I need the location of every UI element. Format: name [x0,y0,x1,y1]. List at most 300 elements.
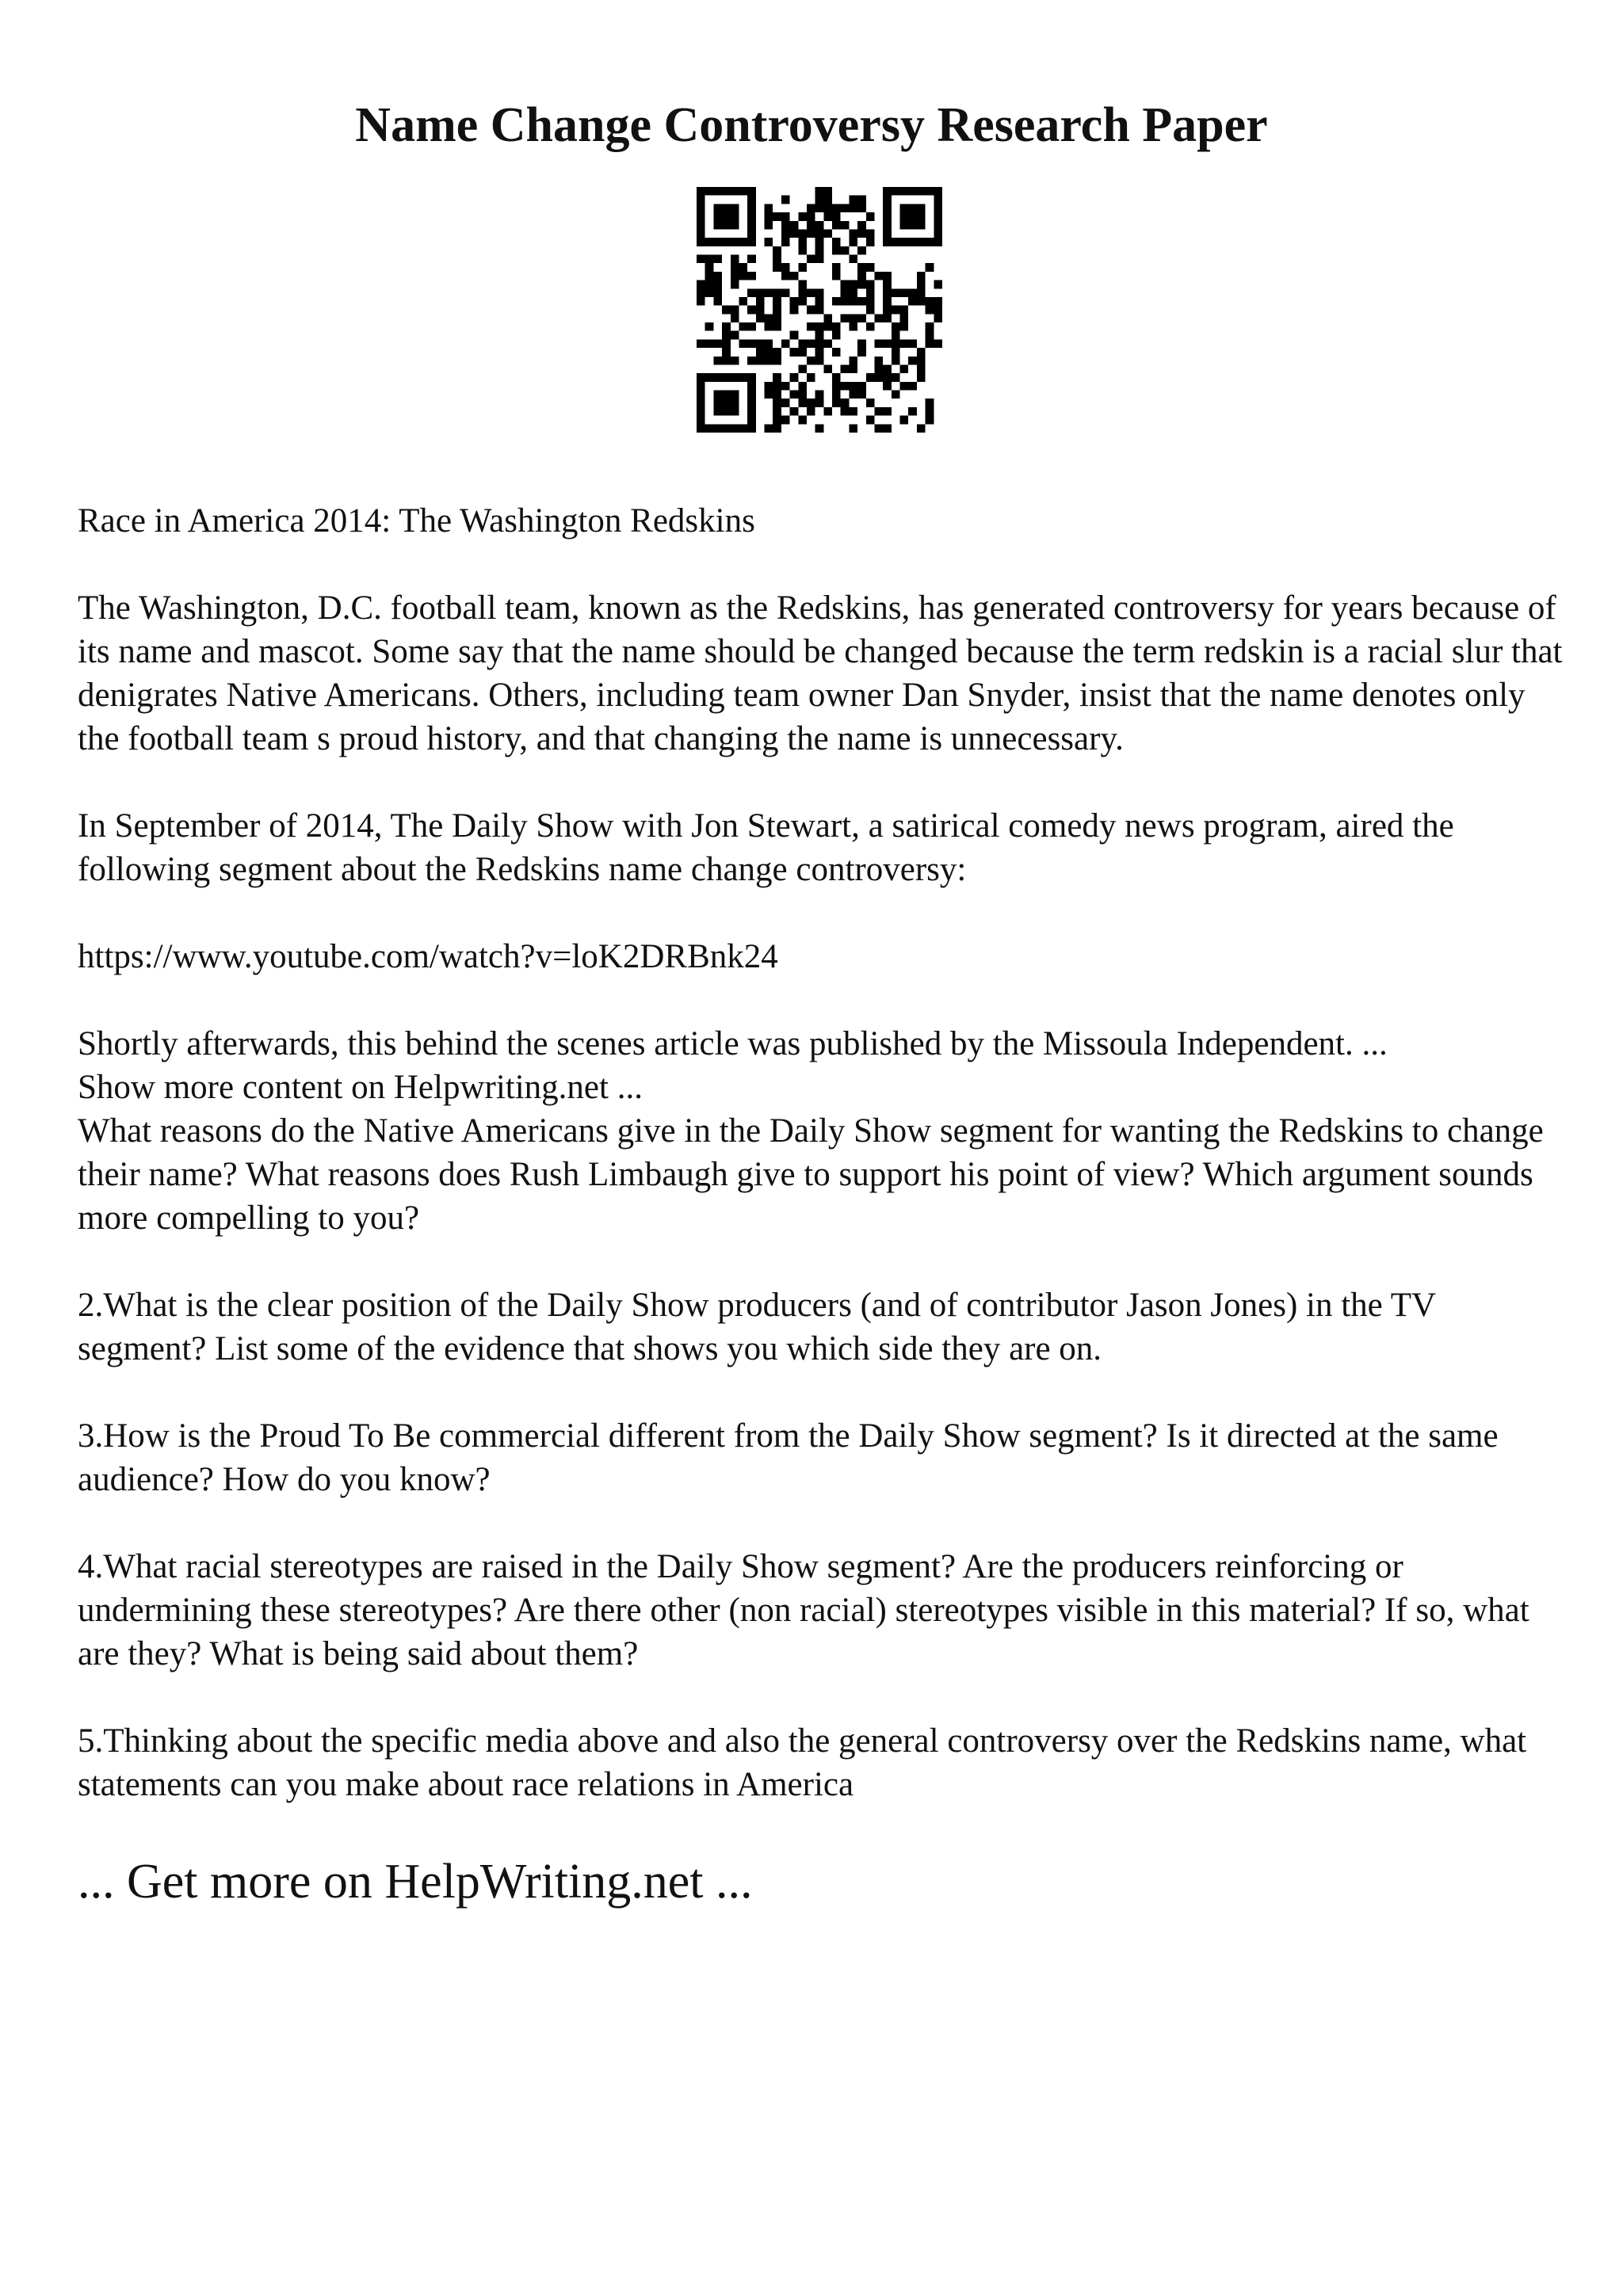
qr-module [705,263,714,272]
qr-module [900,238,909,246]
qr-module [722,357,731,365]
qr-module [857,314,866,322]
qr-module [765,288,773,297]
qr-module [773,424,781,433]
qr-module [892,187,900,196]
qr-module [731,221,739,230]
qr-module [722,221,731,230]
qr-module [765,391,773,399]
qr-module [697,204,705,212]
qr-module [798,364,807,373]
qr-module [731,391,739,399]
qr-module [934,187,942,196]
qr-module [883,364,892,373]
qr-module [892,331,900,340]
qr-module [866,212,875,221]
qr-module [926,263,934,272]
qr-module [765,382,773,391]
shortly-paragraph: Shortly afterwards, this behind the scenes article was published by the Missoula Independent. ... [78,1025,1388,1062]
qr-module [815,246,824,255]
qr-module [731,314,739,322]
qr-module [883,238,892,246]
qr-module [823,204,832,212]
qr-module [765,339,773,348]
qr-module [807,229,815,238]
qr-module [722,391,731,399]
qr-module [697,196,705,204]
qr-module [739,424,747,433]
qr-module [883,196,892,204]
qr-module [866,416,875,425]
subtitle-paragraph: Race in America 2014: The Washington Redskins [78,502,755,540]
qr-module [849,391,857,399]
qr-module [866,229,875,238]
qr-module [866,288,875,297]
qr-module [815,348,824,357]
qr-module [823,212,832,221]
qr-module [739,297,747,306]
qr-module [815,238,824,246]
qr-module [790,391,799,399]
qr-module [731,399,739,407]
qr-module [900,314,909,322]
qr-module [823,187,832,196]
qr-module [747,306,756,315]
qr-module [697,288,705,297]
qr-module [934,204,942,212]
qr-module [815,297,824,306]
qr-module [731,331,739,340]
qr-module [713,357,722,365]
qr-module [781,229,790,238]
qr-module [798,263,807,272]
qr-module [747,399,756,407]
qr-module [747,196,756,204]
qr-module [917,348,926,357]
qr-module [773,297,781,306]
page-title: Name Change Controversy Research Paper [355,98,1268,152]
qr-module [705,272,714,280]
qr-module [857,263,866,272]
qr-module [713,187,722,196]
qr-module [815,391,824,399]
qr-module [900,322,909,331]
qr-module [892,373,900,382]
qr-module [765,204,773,212]
qr-module [765,314,773,322]
qr-module [713,391,722,399]
qr-module [908,407,917,416]
qr-module [765,212,773,221]
qr-module [849,196,857,204]
qr-module [739,322,747,331]
qr-module [849,204,857,212]
qr-module [773,314,781,322]
qr-module [849,407,857,416]
qr-module [874,314,883,322]
qr-module [841,399,850,407]
qr-module [857,297,866,306]
qr-module [807,204,815,212]
qr-module [900,212,909,221]
qr-module [815,306,824,315]
qr-module [747,255,756,264]
qr-module [765,357,773,365]
qr-module [747,229,756,238]
qr-module [713,238,722,246]
qr-module [883,407,892,416]
qr-module [934,221,942,230]
question-4: 4.What racial stereotypes are raised in the Daily Show segment? Are the producers reinforcing or undermining these stereotypes? Are there other (non racial) stereotypes visible in this material? If so, what are they? What is being said about them? [78,1548,1529,1672]
qr-module [697,255,705,264]
qr-module [781,272,790,280]
qr-module [832,331,841,340]
qr-module [900,221,909,230]
qr-module [739,263,747,272]
qr-module [697,297,705,306]
question-5: 5.Thinking about the specific media above and also the general controversy over the Redskins name, what statements can you make about race relations in America [78,1722,1527,1803]
qr-module [747,187,756,196]
qr-module [756,357,765,365]
qr-module [713,399,722,407]
qr-module [900,382,909,391]
qr-module [790,272,799,280]
qr-module [917,424,926,433]
qr-module [917,187,926,196]
qr-module [747,221,756,230]
qr-module [815,229,824,238]
qr-module [697,407,705,416]
qr-module [705,373,714,382]
qr-module [713,424,722,433]
qr-module [857,272,866,280]
qr-module [773,407,781,416]
qr-module [841,382,850,391]
qr-module [697,187,705,196]
qr-module [908,297,917,306]
qr-module [765,348,773,357]
qr-module [892,339,900,348]
qr-module [823,407,832,416]
qr-module [798,339,807,348]
qr-module [883,187,892,196]
qr-module [807,407,815,416]
qr-module [917,364,926,373]
qr-module [832,221,841,230]
question-2: 2.What is the clear position of the Daily Show producers (and of contributor Jason Jones) in the TV segment? List some of the evidence that shows you which side they are on. [78,1287,1436,1367]
qr-module [832,391,841,399]
qr-module [874,357,883,365]
qr-module [790,221,799,230]
qr-module [781,288,790,297]
qr-module [773,373,781,382]
qr-module [807,373,815,382]
qr-module [722,322,731,331]
qr-module [908,221,917,230]
qr-module [773,255,781,264]
qr-module [900,339,909,348]
qr-module [874,373,883,382]
qr-module [934,212,942,221]
qr-module [917,212,926,221]
qr-module [892,357,900,365]
qr-module [781,221,790,230]
qr-module [883,288,892,297]
qr-module [722,204,731,212]
qr-module [883,339,892,348]
qr-module [866,322,875,331]
qr-module [722,339,731,348]
qr-module [934,314,942,322]
qr-module [798,348,807,357]
qr-module [756,348,765,357]
qr-module [747,416,756,425]
qr-module [841,204,850,212]
qr-module [781,382,790,391]
qr-module [756,306,765,315]
qr-module [705,339,714,348]
qr-module [765,424,773,433]
qr-module [841,246,850,255]
qr-module [849,424,857,433]
qr-module [917,288,926,297]
qr-module [883,280,892,289]
qr-module [747,391,756,399]
qr-module [857,391,866,399]
qr-module [713,212,722,221]
qr-module [908,288,917,297]
qr-module [807,212,815,221]
qr-module [756,314,765,322]
qr-module [832,373,841,382]
qr-module [713,272,722,280]
qr-module [823,339,832,348]
qr-module [798,229,807,238]
qr-module [773,263,781,272]
qr-module [917,204,926,212]
qr-module [747,373,756,382]
qr-module [874,364,883,373]
qr-module [773,306,781,315]
qr-module [713,407,722,416]
qr-module [857,382,866,391]
qr-module [781,196,790,204]
qr-module [849,229,857,238]
qr-module [866,373,875,382]
qr-module [807,399,815,407]
qr-module [874,424,883,433]
qr-module [841,314,850,322]
qr-module [832,263,841,272]
qr-module [908,339,917,348]
qr-module [781,416,790,425]
qr-module [747,339,756,348]
qr-module [731,187,739,196]
qr-module [798,280,807,289]
qr-module [866,263,875,272]
qr-module [798,297,807,306]
qr-module [815,339,824,348]
qr-module [908,204,917,212]
qr-module [857,348,866,357]
qr-module [866,238,875,246]
qr-module [866,297,875,306]
qr-module [883,373,892,382]
qr-module [874,272,883,280]
question-1: What reasons do the Native Americans give in the Daily Show segment for wanting the Redskins to change their name? What reasons does Rush Limbaugh give to support his point of view? Which argument sounds more compelling to you? [78,1112,1544,1237]
qr-module [883,272,892,280]
qr-module [781,339,790,348]
qr-module [908,212,917,221]
qr-module [798,382,807,391]
qr-module [926,331,934,340]
qr-module [798,288,807,297]
qr-module [883,297,892,306]
qr-module [892,348,900,357]
document-body [78,499,1568,1957]
qr-module [773,357,781,365]
qr-module [773,288,781,297]
qr-module [773,382,781,391]
qr-module [747,272,756,280]
qr-module [934,339,942,348]
qr-module [815,288,824,297]
qr-module [781,399,790,407]
qr-module [713,339,722,348]
qr-module [857,280,866,289]
qr-module [832,348,841,357]
qr-module [832,382,841,391]
qr-module [857,196,866,204]
qr-module [934,229,942,238]
qr-module [857,204,866,212]
qr-module [747,212,756,221]
qr-module [934,297,942,306]
qr-module [697,391,705,399]
qr-module [926,297,934,306]
qr-module [815,399,824,407]
youtube-link[interactable]: https://www.youtube.com/watch?v=loK2DRBnk24 [78,938,778,975]
qr-module [832,322,841,331]
qr-module [857,221,866,230]
qr-module [900,204,909,212]
qr-module [883,221,892,230]
qr-module [705,255,714,264]
qr-module [798,238,807,246]
qr-module [705,238,714,246]
qr-module [731,280,739,289]
qr-module [781,263,790,272]
qr-module [781,212,790,221]
qr-module [739,238,747,246]
qr-module [883,424,892,433]
qr-module [697,280,705,289]
qr-module [883,212,892,221]
qr-module [874,339,883,348]
qr-module [934,280,942,289]
qr-module [773,416,781,425]
qr-module [807,288,815,297]
qr-module [731,272,739,280]
qr-module [756,297,765,306]
qr-module [849,314,857,322]
qr-module [713,297,722,306]
qr-module [908,187,917,196]
qr-module [722,331,731,340]
qr-module [832,238,841,246]
qr-module [926,187,934,196]
qr-module [781,238,790,246]
qr-module [798,391,807,399]
qr-module [849,255,857,264]
qr-module [739,339,747,348]
qr-module [900,416,909,425]
qr-module [841,288,850,297]
qr-module [739,272,747,280]
qr-module [697,399,705,407]
qr-module [908,357,917,365]
qr-module [934,306,942,315]
qr-module [790,229,799,238]
qr-module [722,373,731,382]
qr-module [832,297,841,306]
qr-module [892,391,900,399]
qr-module [849,280,857,289]
qr-module [900,306,909,315]
qr-module [790,306,799,315]
qr-module [731,407,739,416]
qr-code-icon [697,187,942,433]
qr-module [697,229,705,238]
qr-module [722,212,731,221]
qr-module [731,357,739,365]
intro-paragraph: The Washington, D.C. football team, known as the Redskins, has generated controversy for years because of its name and mascot. Some say that the name should be changed because the term redskin is a racial slur that denigrates Native Americans. Others, including team owner Dan Snyder, insist that the name denotes only the football team s proud history, and that changing the name is unnecessary. [78,589,1563,757]
qr-module [705,424,714,433]
question-3: 3.How is the Proud To Be commercial different from the Daily Show segment? Is it directed at the same audience? How do you know? [78,1417,1499,1498]
qr-module [892,238,900,246]
qr-module [807,339,815,348]
qr-module [926,322,934,331]
qr-module [815,204,824,212]
get-more-link[interactable]: ... Get more on HelpWriting.net ... [78,1855,753,1909]
qr-module [857,229,866,238]
qr-module [934,238,942,246]
qr-module [883,229,892,238]
qr-module [917,272,926,280]
qr-module [697,416,705,425]
qr-module [892,288,900,297]
qr-module [841,297,850,306]
qr-module [798,399,807,407]
qr-module [926,238,934,246]
qr-module [722,187,731,196]
qr-module [747,357,756,365]
qr-module [773,246,781,255]
qr-module [917,280,926,289]
qr-module [697,339,705,348]
qr-module [731,238,739,246]
show-more-link[interactable]: Show more content on Helpwriting.net ... [78,1069,643,1106]
qr-module [722,348,731,357]
qr-module [883,314,892,322]
qr-module [832,204,841,212]
qr-module [713,288,722,297]
qr-module [798,212,807,221]
qr-module [892,322,900,331]
qr-module [739,373,747,382]
qr-module [917,238,926,246]
qr-module [722,238,731,246]
